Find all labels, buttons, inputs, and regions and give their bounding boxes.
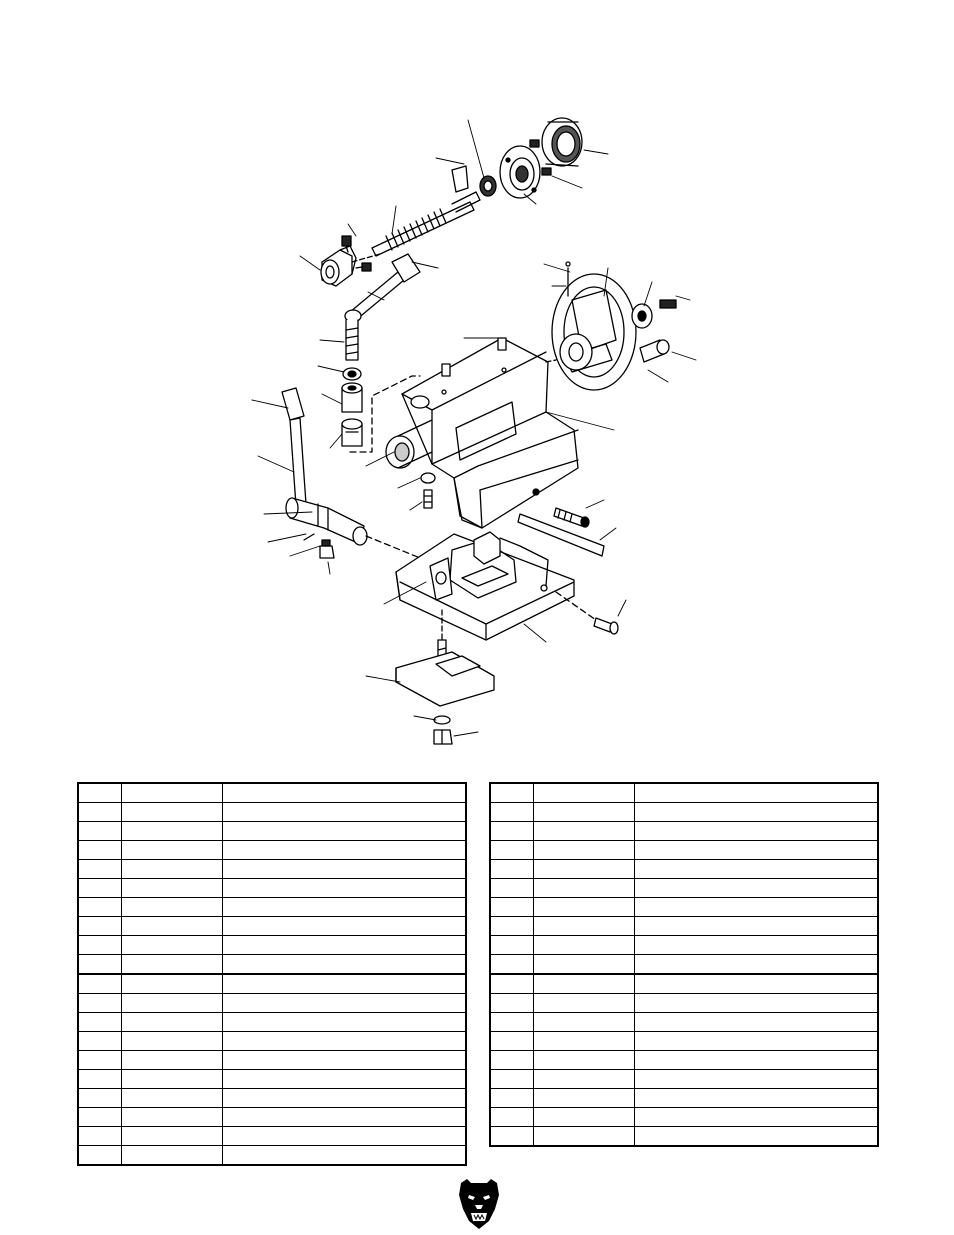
table-row — [490, 1013, 878, 1032]
table-row — [490, 1032, 878, 1051]
gib-strip — [518, 514, 604, 556]
bearing-housing — [500, 146, 540, 198]
lock-bushing — [342, 419, 362, 446]
table-row — [78, 879, 466, 898]
lever-arm — [282, 388, 306, 506]
cap-screw — [342, 236, 351, 252]
table-row — [78, 1146, 466, 1166]
table-row — [78, 974, 466, 994]
table-row — [490, 803, 878, 822]
parts-table-right — [489, 782, 879, 1147]
table-row — [490, 783, 878, 803]
table-row — [78, 860, 466, 879]
table-row — [490, 1051, 878, 1070]
table-row — [490, 898, 878, 917]
table-row — [78, 1032, 466, 1051]
lock-bushing — [342, 383, 362, 412]
table-row — [78, 1013, 466, 1032]
table-row — [78, 1108, 466, 1127]
table-row — [490, 1127, 878, 1147]
table-row — [490, 1108, 878, 1127]
table-row — [78, 898, 466, 917]
table-row — [490, 1089, 878, 1108]
compound-body — [386, 338, 578, 528]
table-row — [78, 1070, 466, 1089]
table-row — [78, 917, 466, 936]
gib-screw — [554, 508, 589, 527]
nut — [320, 540, 334, 558]
table-row — [490, 994, 878, 1013]
handwheel — [552, 274, 636, 390]
handle-bracket — [632, 300, 676, 328]
table-row — [78, 955, 466, 975]
table-row — [78, 783, 466, 803]
handle-knob — [640, 340, 669, 362]
table-row — [490, 955, 878, 975]
end-bracket — [321, 246, 356, 286]
table-row — [490, 974, 878, 994]
clamp-plate — [396, 652, 494, 706]
table-row — [78, 1127, 466, 1146]
cap-screw — [356, 263, 371, 271]
hex-nut — [434, 730, 452, 744]
key — [452, 166, 468, 192]
table-row — [78, 936, 466, 955]
leadscrew — [372, 192, 480, 256]
washer — [343, 368, 361, 380]
table-row — [490, 879, 878, 898]
table-row — [490, 1070, 878, 1089]
set-screw — [498, 338, 506, 350]
grizzly-bear-logo-icon — [455, 1175, 503, 1231]
cap-screw — [542, 168, 551, 175]
set-screw — [442, 364, 450, 376]
mounting-screw — [594, 618, 618, 634]
lever-shaft — [286, 498, 367, 545]
table-row — [78, 822, 466, 841]
table-row — [490, 822, 878, 841]
table-row — [78, 1051, 466, 1070]
table-row — [78, 803, 466, 822]
leadscrew-assembly — [321, 118, 582, 286]
parts-table-left — [77, 782, 467, 1166]
pin — [304, 534, 314, 540]
table-row — [78, 994, 466, 1013]
table-row — [78, 1089, 466, 1108]
cap-screw — [530, 140, 539, 147]
gib-screw-washer — [421, 473, 435, 508]
table-row — [490, 936, 878, 955]
table-row — [78, 841, 466, 860]
lock-handle — [345, 254, 420, 360]
graduated-dial — [542, 118, 582, 166]
thrust-bearing — [480, 176, 496, 196]
table-row — [490, 917, 878, 936]
cross-slide-base — [396, 532, 574, 640]
table-row — [490, 860, 878, 879]
table-row — [490, 841, 878, 860]
